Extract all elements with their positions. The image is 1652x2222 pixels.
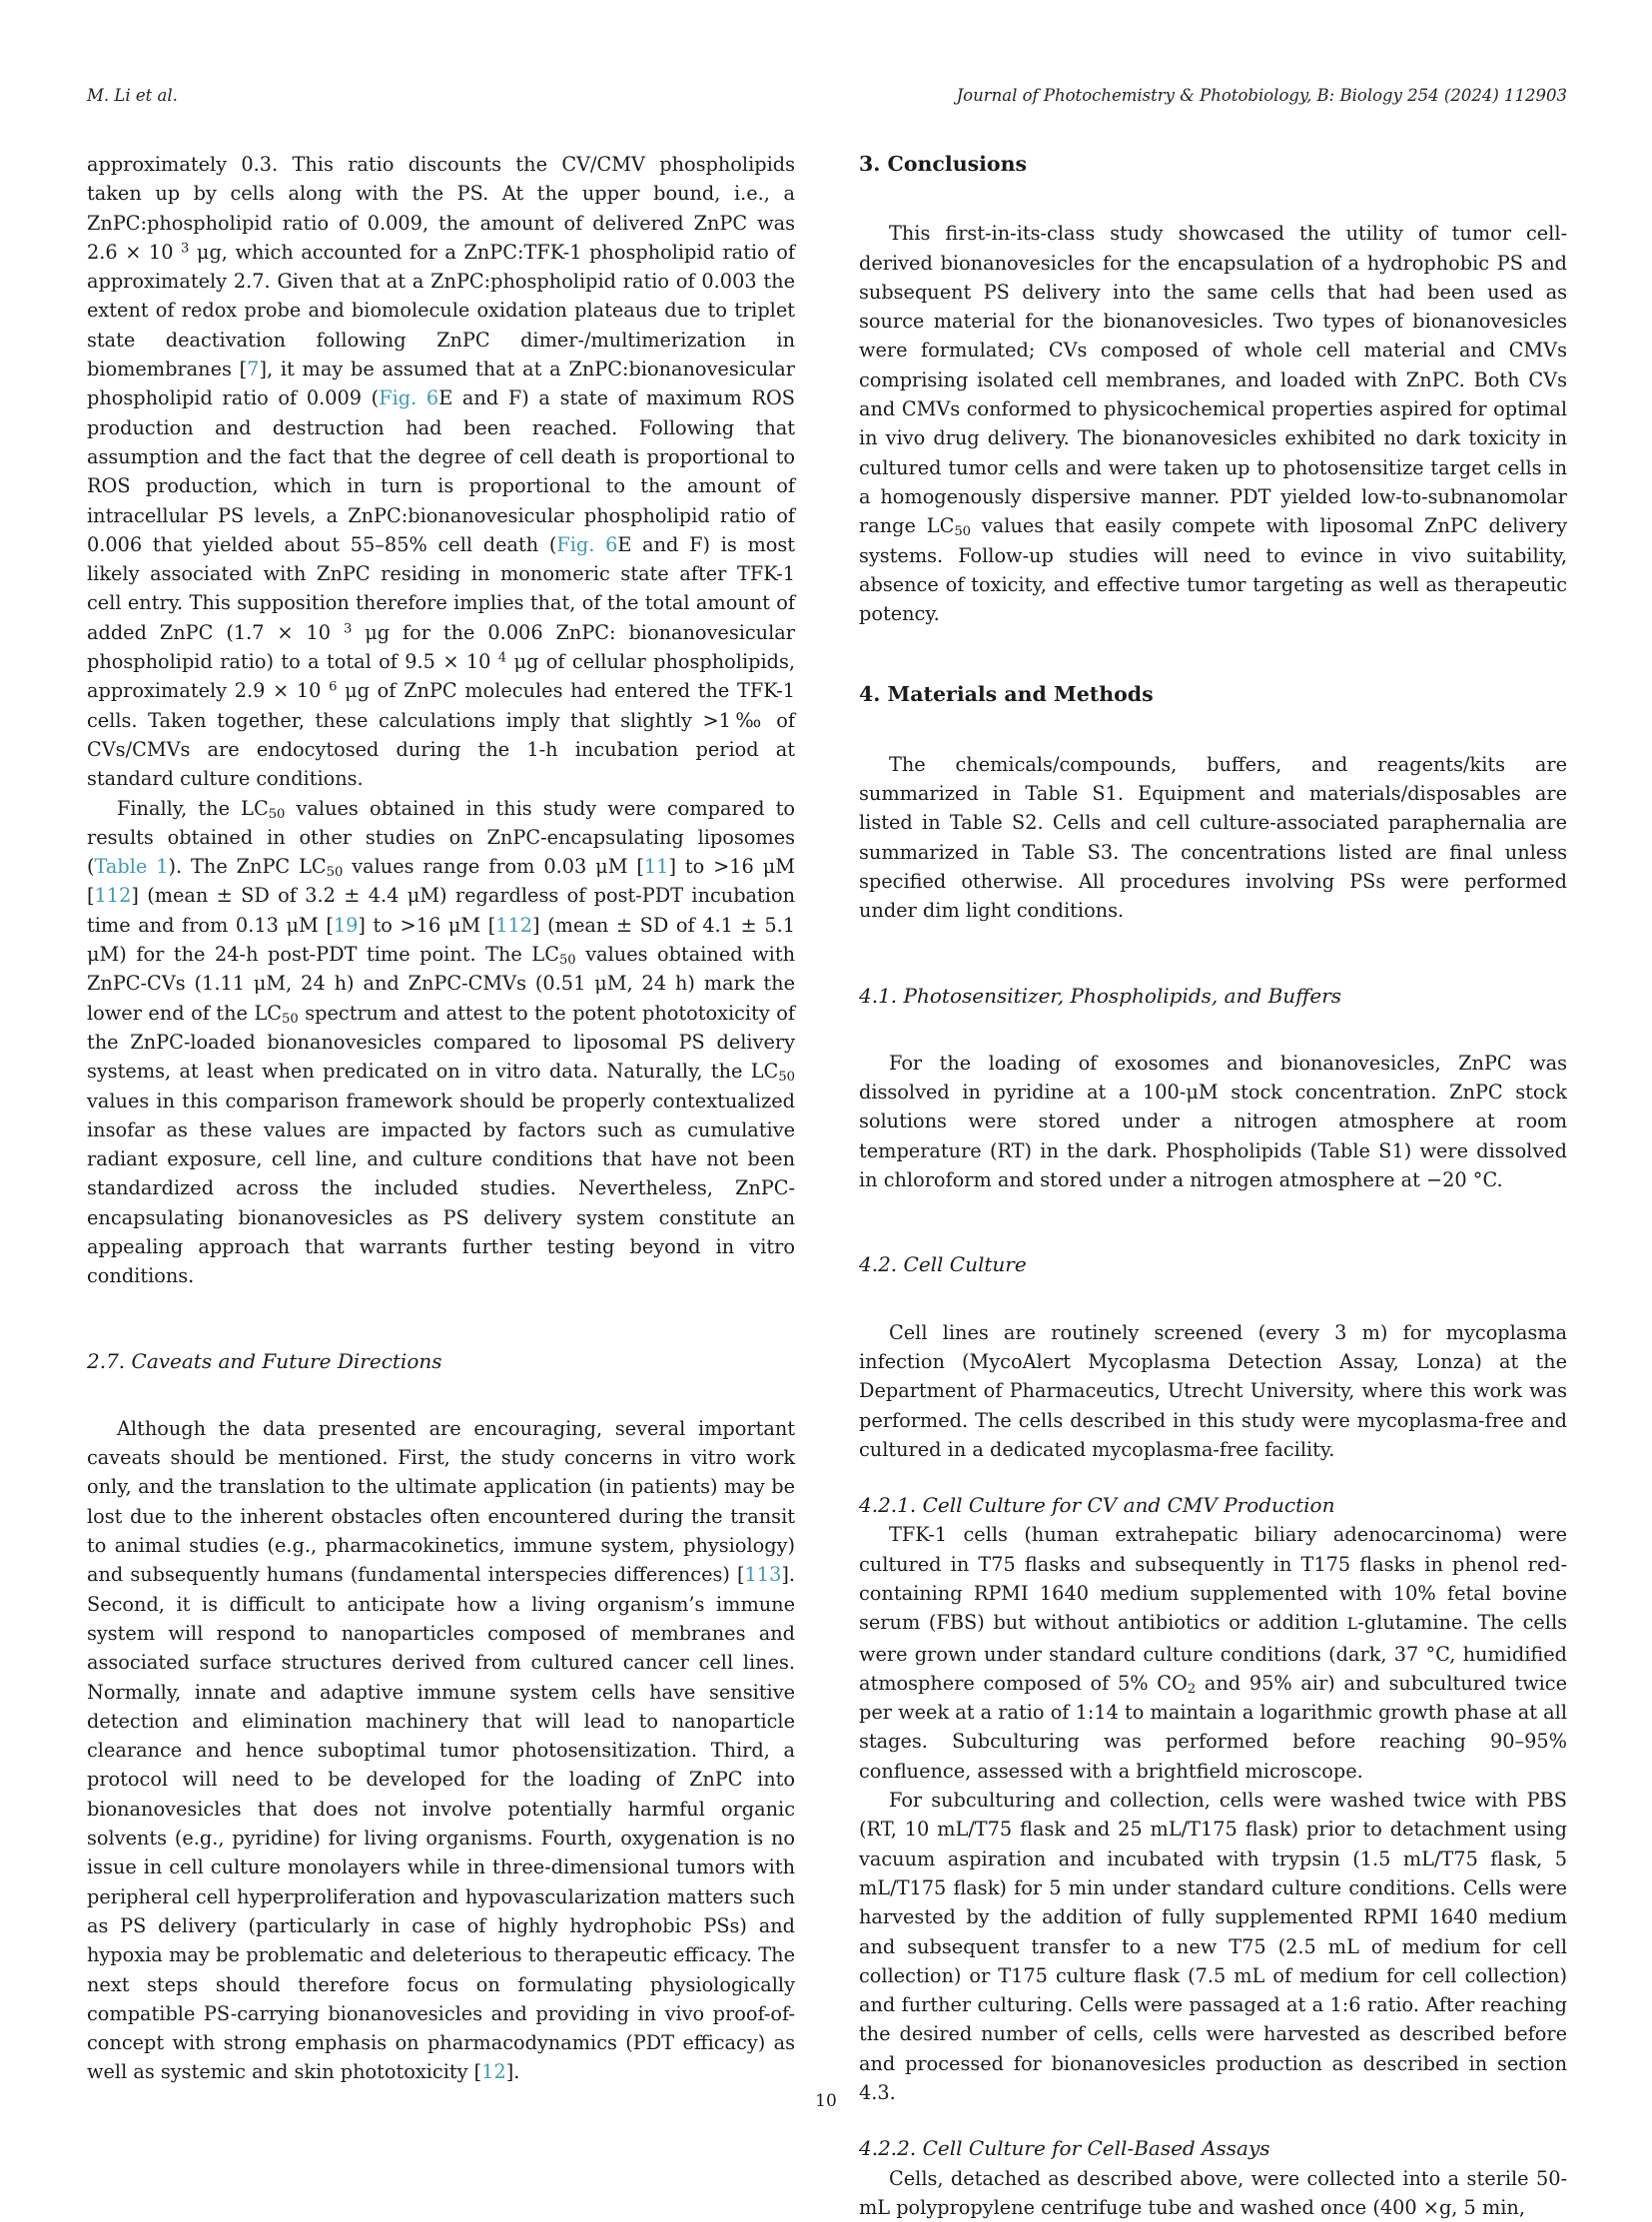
citation-link[interactable]: Fig. 6: [379, 386, 439, 410]
paragraph: Although the data presented are encouraging, several important caveats should be mentioned. First, the study concerns in vitro work only, and the translation to the ultimate application (in patients) may be lost due to the inherent obstacles often encountered during the transit to animal studies (e.g., pharmacokinetics, immune system, physiology) and subsequently humans (fundamental interspecies differences) [113]. Second, it is difficult to anticipate how a living organism’s immune system will respond to nanoparticles composed of membranes and associated surface structures derived from cultured cancer cell lines. Normally, innate and adaptive immune system cells have sensitive detection and elimination machinery that will lead to nanoparticle clearance and hence suboptimal tumor photosensitization. Third, a protocol will need to be developed for the loading of ZnPC into bionanovesicles that does not involve potentially harmful organic solvents (e.g., pyridine) for living organisms. Fourth, oxygenation is no issue in cell culture monolayers while in three-dimensional tumors with peripheral cell hyperproliferation and hypovascularization matters such as PS delivery (particularly in case of highly hydrophobic PSs) and hypoxia may be problematic and deleterious to therapeutic efficacy. The next steps should therefore focus on formulating physiologically compatible PS-carrying bionanovesicles and providing in vivo proof-of-concept with strong emphasis on pharmacodynamics (PDT efficacy) as well as systemic and skin phototoxicity [12].: [87, 1416, 795, 2084]
running-journal: Journal of Photochemistry & Photobiology, B: Biology 254 (2024) 112903: [956, 86, 1567, 105]
running-header: [87, 86, 1567, 105]
section-heading: 4.2.2. Cell Culture for Cell-Based Assays: [859, 2136, 1270, 2161]
section-heading: 4.1. Photosensitizer, Phospholipids, and Buffers: [859, 983, 1342, 1008]
page-number: 10: [815, 2091, 837, 2111]
right-column: [859, 150, 1567, 2222]
paragraph: Cell lines are routinely screened (every 3 m) for mycoplasma infection (MycoAlert Mycoplasma Detection Assay, Lonza) at the Department of Pharmaceutics, Utrecht University, where this work was performed. The cells described in this study were mycoplasma-free and cultured in a dedicated mycoplasma-free facility.: [859, 1320, 1567, 1461]
citation-link[interactable]: 113: [744, 1563, 782, 1587]
paragraph: TFK-1 cells (human extrahepatic biliary adenocarcinoma) were cultured in T75 flasks and subsequently in T175 flasks in phenol red-containing RPMI 1640 medium supplemented with 10% fetal bovine serum (FBS) but without antibiotics or addition L-glutamine. The cells were grown under standard culture conditions (dark, 37 °C, humidified atmosphere composed of 5% $CO_2$ and 95% air) and subcultured twice per week at a ratio of 1:14 to maintain a logarithmic growth phase at all stages. Subculturing was performed before reaching 90–95% confluence, assessed with a brightfield microscope.: [859, 1523, 1567, 1783]
paragraph: approximately 0.3. This ratio discounts the CV/CMV phospholipids taken up by cells along with the PS. At the upper bound, i.e., a ZnPC:phospholipid ratio of 0.009, the amount of delivered ZnPC was 2.6 × 10 $^3$ μg, which accounted for a ZnPC:TFK-1 phospholipid ratio of approximately 2.7. Given that at a ZnPC:phospholipid ratio of 0.003 the extent of redox probe and biomolecule oxidation plateaus due to triplet state deactivation following ZnPC dimer-/multimerization in biomembranes [7], it may be assumed that at a ZnPC:bionanovesicular phospholipid ratio of 0.009 (Fig. 6E and F) a state of maximum ROS production and destruction had been reached. Following that assumption and the fact that the degree of cell death is proportional to ROS production, which in turn is proportional to the amount of intracellular PS levels, a ZnPC:bionanovesicular phospholipid ratio of 0.006 that yielded about 55–85% cell death (Fig. 6E and F) is most likely associated with ZnPC residing in monomeric state after TFK-1 cell entry. This supposition therefore implies that, of the total amount of added ZnPC (1.7 × 10 $^3$ μg for the 0.006 ZnPC: bionanovesicular phospholipid ratio) to a total of 9.5 × 10 $^4$ μg of cellular phospholipids, approximately 2.9 × 10 $^6$ μg of ZnPC molecules had entered the TFK-1 cells. Taken together, these calculations imply that slightly >1‰ of CVs/CMVs are endocytosed during the 1-h incubation period at standard culture conditions.: [87, 153, 796, 791]
section-heading: 4.2.1. Cell Culture for CV and CMV Production: [859, 1493, 1335, 1518]
left-column: [87, 150, 795, 2087]
paragraph: Finally, the $LC_{50}$ values obtained in this study were compared to results obtained in other studies on ZnPC-encapsulating liposomes (Table 1). The ZnPC $LC_{50}$ values range from 0.03 μM [11] to >16 μM [112] (mean ± SD of 3.2 ± 4.4 μM) regardless of post-PDT incubation time and from 0.13 μM [19] to >16 μM [112] (mean ± SD of 4.1 ± 5.1 μM) for the 24-h post-PDT time point. The $LC_{50}$ values obtained with ZnPC-CVs (1.11 μM, 24 h) and ZnPC-CMVs (0.51 μM, 24 h) mark the lower end of the $LC_{50}$ spectrum and attest to the potent phototoxicity of the ZnPC-loaded bionanovesicles compared to liposomal PS delivery systems, at least when predicated on in vitro data. Naturally, the $LC_{50}$ values in this comparison framework should be properly contextualized insofar as these values are impacted by factors such as cumulative radiant exposure, cell line, and culture conditions that have not been standardized across the included studies. Nevertheless, ZnPC-encapsulating bionanovesicles as PS delivery system constitute an appealing approach that warrants further testing beyond in vitro conditions.: [87, 796, 795, 1288]
running-author: M. Li et al.: [87, 86, 178, 105]
paragraph: For subculturing and collection, cells were washed twice with PBS (RT, 10 mL/T75 flask and 25 mL/T175 flask) prior to detachment using vacuum aspiration and incubated with trypsin (1.5 mL/T75 flask, 5 mL/T175 flask) for 5 min under standard culture conditions. Cells were harvested by the addition of fully supplemented RPMI 1640 medium and subsequent transfer to a new T75 (2.5 mL of medium for cell collection) or T175 culture flask (7.5 mL of medium for cell collection) and further culturing. Cells were passaged at a 1:6 ratio. After reaching the desired number of cells, cells were harvested as described before and processed for bionanovesicles production as described in section 4.3.: [859, 1789, 1567, 2105]
citation-link[interactable]: Fig. 6: [556, 532, 618, 556]
section-heading: 3. Conclusions: [859, 152, 1028, 176]
citation-link[interactable]: 112: [495, 913, 533, 937]
citation-link[interactable]: 7: [247, 358, 260, 381]
citation-link[interactable]: 12: [481, 2060, 506, 2084]
page-footer: [0, 2091, 1652, 2111]
paragraph: Cells, detached as described above, were collected into a sterile 50-mL polypropylene centrifuge tube and washed once (400 ×g, 5 min,: [859, 2166, 1567, 2219]
citation-link[interactable]: 19: [333, 913, 359, 937]
citation-link[interactable]: 112: [94, 884, 132, 908]
section-heading: 4.2. Cell Culture: [859, 1252, 1027, 1277]
section-heading: 4. Materials and Methods: [859, 682, 1154, 707]
section-heading: 2.7. Caveats and Future Directions: [87, 1348, 442, 1373]
paragraph: This first-in-its-class study showcased the utility of tumor cell-derived bionanovesicles for the encapsulation of a hydrophobic PS and subsequent PS delivery into the same cells that had been used as source material for the bionanovesicles. Two types of bionanovesicles were formulated; CVs composed of whole cell material and CMVs comprising isolated cell membranes, and loaded with ZnPC. Both CVs and CMVs conformed to physicochemical properties aspired for optimal in vivo drug delivery. The bionanovesicles exhibited no dark toxicity in cultured tumor cells and were taken up to photosensitize target cells in a homogenously dispersive manner. PDT yielded low-to-subnanomolar range $LC_{50}$ values that easily compete with liposomal ZnPC delivery systems. Follow-up studies will need to evince in vivo suitability, absence of toxicity, and effective tumor targeting as well as therapeutic potency.: [859, 222, 1567, 626]
paragraph: The chemicals/compounds, buffers, and reagents/kits are summarized in Table S1. Equipment and materials/disposables are listed in Table S2. Cells and cell culture-associated paraphernalia are summarized in Table S3. The concentrations listed are final unless specified otherwise. All procedures involving PSs were performed under dim light conditions.: [859, 752, 1567, 923]
citation-link[interactable]: Table 1: [94, 855, 169, 879]
citation-link[interactable]: 11: [643, 855, 669, 879]
paragraph: For the loading of exosomes and bionanovesicles, ZnPC was dissolved in pyridine at a 100-μM stock concentration. ZnPC stock solutions were stored under a nitrogen atmosphere at room temperature (RT) in the dark. Phospholipids (Table S1) were dissolved in chloroform and stored under a nitrogen atmosphere at −20 °C.: [859, 1051, 1567, 1192]
